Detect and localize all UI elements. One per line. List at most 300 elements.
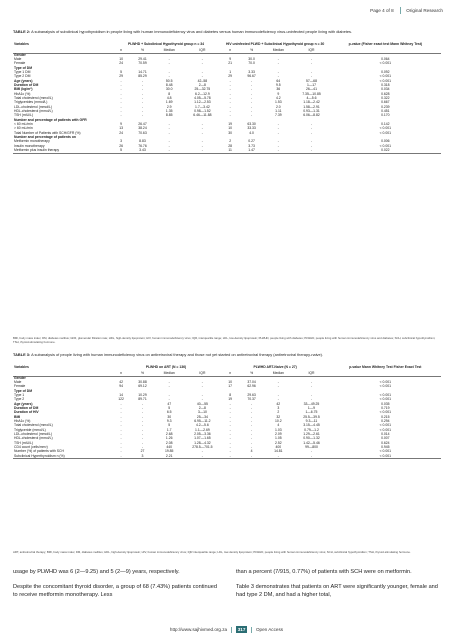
table-cell: 1.29—2.61 [303, 432, 320, 437]
table-cell: < 0.001 [379, 449, 392, 454]
table-cell: 5 [120, 69, 123, 74]
table-row-label: Total cholesterol (mmol/L) [14, 423, 53, 428]
table-cell: - [229, 401, 231, 406]
table-row-label: Female [14, 61, 26, 66]
table-cell: 1—17 [306, 83, 317, 88]
table-cell: - [141, 419, 144, 424]
table-cell: 0.007 [381, 436, 390, 441]
table-cell: 30 [228, 130, 233, 135]
table-cell: 1.58—2.91 [303, 104, 320, 109]
table-cell: 30.88 [138, 379, 147, 384]
table-cell: 69.12 [138, 384, 147, 389]
table-row-label: LDL-cholesterol (mmol/L) [14, 104, 53, 109]
table-cell: - [277, 126, 279, 131]
table-cell: 1.12—2.53 [194, 100, 211, 105]
table-cell: 10 [228, 379, 233, 384]
table-cell: 38.24 [138, 126, 147, 131]
table-cell: - [229, 83, 231, 88]
table-cell: 64 [276, 78, 281, 83]
table-cell: - [229, 104, 231, 109]
table-cell: - [154, 149, 184, 153]
table-cell: 9 [277, 91, 280, 96]
table-group-label: Number and percentage of patients with GFR [14, 117, 87, 122]
table-cell: - [229, 449, 231, 454]
table-cell: 2.05—3.36 [194, 432, 211, 437]
table-cell: 122 [118, 397, 124, 402]
body-left-paragraph-1: usage by PLWHD was 6 (2—9.25) and 5 (2—9) years, respectively. [13, 569, 180, 575]
page-number-label: Page 4 of 8 [370, 8, 394, 13]
table-cell: - [277, 61, 279, 66]
table-cell: 26 [119, 143, 123, 148]
table-cell: - [277, 130, 279, 135]
table2-pvalue-header: p-value (Fisher exact test Mann Whitney Test) [348, 42, 423, 47]
table-cell: 2.0 [275, 104, 281, 109]
body-column-left [13, 568, 218, 606]
table-cell: 278.5—701.5 [192, 445, 213, 450]
table-cell: 14 [119, 392, 123, 397]
footer-divider [251, 627, 252, 633]
table-cell: 70.59 [138, 61, 147, 66]
table-cell: 8.85 [165, 113, 173, 118]
table-cell: 6.95—11.2 [194, 419, 211, 424]
table3-subheader-cell: IQR [293, 372, 329, 376]
table3-subheader-cell: n [111, 372, 130, 376]
table-cell: - [251, 432, 253, 437]
table-cell: 0.27 [248, 139, 255, 144]
table-cell: - [229, 414, 231, 419]
table-cell: - [141, 423, 144, 428]
table-cell: 7.35—10.85 [302, 91, 321, 96]
table-cell: - [120, 113, 122, 118]
table-cell: 6.06—8.82 [303, 113, 320, 118]
table-cell: - [277, 397, 279, 402]
table-cell: - [120, 445, 122, 450]
table-cell: 10 [228, 126, 233, 131]
table2-subheader-cell: % [131, 49, 155, 53]
table-row-label: Total Number of Patients with SCH/GFR (%) [14, 130, 81, 135]
table-cell: 26.47 [138, 122, 147, 127]
table-cell: 10.29 [138, 392, 147, 397]
table-cell: 11 [221, 149, 240, 153]
table-cell: 0.035 [381, 401, 390, 406]
table-cell: - [201, 130, 203, 135]
table-cell: 1.26 [165, 436, 173, 441]
table-row-label: Male [14, 379, 22, 384]
table-cell: < 0.001 [379, 143, 392, 148]
table-cell: 0.215 [381, 414, 390, 419]
table-cell: - [229, 91, 231, 96]
table2-subheader-cell: n [221, 49, 240, 53]
table-row-label: HbA1c (%) [14, 91, 31, 96]
table-cell: - [201, 139, 203, 144]
table-cell: - [168, 379, 170, 384]
table2-subheader-cell: Median [154, 49, 184, 53]
table3 [13, 364, 441, 459]
table-cell: 17 [228, 384, 233, 389]
table-cell: - [141, 113, 144, 118]
table-cell: 2.08 [165, 440, 173, 445]
table-cell: - [221, 455, 240, 459]
table-cell: 2.68 [165, 432, 173, 437]
table-cell: 89.71 [138, 397, 147, 402]
table-cell: - [141, 401, 144, 406]
table2-group2-header: HIV uninfected PLWD + Subclinical Hypothyroid group n = 30 [225, 42, 325, 47]
table-cell: 0.945 [381, 445, 390, 450]
table-row-label: TSH (mIU/L) [14, 113, 34, 118]
table-cell: 1 [229, 69, 232, 74]
table-cell: - [229, 419, 231, 424]
table-cell: - [310, 384, 313, 389]
table-cell: 1.07—1.65 [194, 436, 211, 441]
table-cell: - [120, 91, 122, 96]
table3-subheader-cell: % [131, 372, 155, 376]
table-cell: - [310, 139, 313, 144]
table3-subheader-cell: Median [263, 372, 293, 376]
header-divider [400, 7, 401, 14]
table-cell: 62.96 [247, 384, 256, 389]
table-row [13, 455, 441, 459]
table2-caption-label: TABLE 2: [13, 29, 31, 34]
table-cell: 70.37 [247, 397, 256, 402]
table-cell: 1.1—2.69 [195, 427, 210, 432]
table-cell: 21 [228, 61, 233, 66]
table-cell: - [201, 61, 203, 66]
table-cell: - [251, 410, 253, 415]
table-cell: - [277, 384, 279, 389]
table-cell: - [120, 401, 122, 406]
table-cell: 32 [276, 414, 281, 419]
table-cell: 1.11 [275, 109, 282, 114]
table-cell: - [229, 423, 231, 428]
table-cell: 13 [119, 126, 123, 131]
table-cell: 19 [228, 397, 233, 402]
table-cell: - [229, 432, 231, 437]
table-cell: 70.63 [138, 130, 147, 135]
table-cell: 14.81 [274, 449, 283, 454]
footer-page-number: 317 [237, 627, 246, 632]
table-row [13, 149, 441, 153]
table-cell: 33—49.25 [303, 401, 320, 406]
table-cell: - [251, 406, 253, 411]
table-cell: - [120, 449, 122, 454]
table-cell: 29 [119, 74, 123, 79]
table-cell: - [141, 440, 144, 445]
table-cell: < 0.001 [379, 61, 392, 66]
table-cell: 70.0 [248, 61, 255, 66]
table-cell: 96.67 [247, 74, 256, 79]
table-row-label: Age (years) [14, 78, 33, 83]
table-cell: - [120, 423, 122, 428]
table-cell: 10 [119, 56, 123, 61]
table-cell: - [201, 74, 203, 79]
table-row-label: Female [14, 384, 26, 389]
table-cell: - [251, 445, 253, 450]
table-cell: - [229, 78, 231, 83]
table-row-label: BMI (kg/m²) [14, 87, 33, 92]
table-cell: 0.034 [381, 87, 390, 92]
table-cell: < 0.001 [379, 384, 392, 389]
table3-footnote: ART, antiretroviral therapy; BMI, body mass index; DM, diabetes mellitus; HDL, high-density lipoprotein; HIV, human immunodeficiency virus; IQR interquartile range; LDL, low-density lipoprotein; PLWHD, people living with human immunodeficiency virus; SCH, subclinical hypothyroidism; TSH, thyroid-stimulating hormone. [13, 550, 411, 554]
table-cell: - [168, 61, 170, 66]
table-cell: - [168, 69, 170, 74]
table-cell: - [201, 126, 203, 131]
table-cell: - [201, 392, 203, 397]
table-cell: 28 [228, 143, 233, 148]
table-cell: - [229, 436, 231, 441]
table-cell: - [168, 122, 170, 127]
table-cell: - [229, 406, 231, 411]
table-cell: - [168, 143, 170, 148]
table-cell: - [120, 406, 122, 411]
table-cell: 1.35 [165, 109, 173, 114]
table-cell: < 0.001 [379, 423, 392, 428]
table-cell: 1.18—2.42 [303, 100, 320, 105]
table-cell: - [168, 397, 170, 402]
table-cell: - [277, 392, 279, 397]
table-cell: 2 [229, 139, 232, 144]
table2-subheader-cell: Median [263, 49, 293, 53]
table-cell: - [251, 87, 253, 92]
table-cell: - [277, 143, 279, 148]
table-cell: 3.15—4.45 [303, 423, 320, 428]
table-cell: - [229, 427, 231, 432]
body-left-paragraph-2: Despite the concomitant thyroid disorder, a group of 68 (7.43%) patients continued to receive metformin monotherapy. Less [13, 583, 217, 599]
table3-subheader-cell: n [221, 372, 240, 376]
table-cell: - [120, 100, 122, 105]
table-cell: - [229, 410, 231, 415]
table-cell: 2.52 [275, 440, 282, 445]
table-cell: - [168, 139, 170, 144]
table-cell: 76.76 [138, 143, 147, 148]
table-cell: - [120, 410, 122, 415]
table-cell: - [277, 139, 279, 144]
table-cell: - [310, 392, 313, 397]
table2-caption [13, 29, 441, 34]
table-cell: - [229, 100, 231, 105]
table-cell: 0.006 [381, 139, 390, 144]
table-cell: - [251, 100, 253, 105]
table-cell: 30.0 [248, 56, 255, 61]
table-cell: 0.318 [381, 83, 390, 88]
table-group-label: Gender [14, 375, 26, 380]
table-cell: 8 [229, 392, 232, 397]
table-row-label: Male [14, 56, 22, 61]
table-cell: 0.064 [381, 56, 390, 61]
table3-group1-header: PLWHD on ART (N = 136) [145, 365, 187, 370]
table-cell: - [168, 384, 170, 389]
table-cell: 0.93—1.31 [303, 109, 320, 114]
table-cell: 14.71 [138, 69, 147, 74]
table-cell: 36 [276, 87, 281, 92]
table-cell: 1—6.75 [305, 410, 318, 415]
table-cell: - [120, 109, 122, 114]
table-cell: 3.43 [131, 149, 155, 153]
table-cell: - [277, 56, 279, 61]
table-row-label: Metformin monotherapy [14, 139, 50, 144]
table-cell: < 0.001 [379, 130, 392, 135]
table-cell: 0.239 [381, 104, 390, 109]
table-cell: 9 [229, 56, 232, 61]
table-cell: - [293, 455, 329, 459]
table-cell: < 0.001 [330, 455, 441, 459]
table-cell: 0.092 [381, 69, 390, 74]
table-row-label: Metformin plus insulin therapy [13, 149, 111, 153]
table-cell: - [251, 436, 253, 441]
table-cell: 0.628 [381, 91, 390, 96]
table-cell: - [120, 104, 122, 109]
table3-caption-label: TABLE 3: [13, 352, 31, 357]
table-cell: 19.85 [164, 449, 174, 454]
table-cell: 6.5 [166, 410, 172, 415]
table-cell: 1.7—3.42 [195, 104, 210, 109]
table2-group1-header: PLWHD + Subclinical Hypothyroid group n = 34 [127, 42, 205, 47]
table-cell: - [293, 149, 329, 153]
table-cell: - [277, 74, 279, 79]
table-cell: - [141, 436, 144, 441]
table-cell: 1.42—5.46 [303, 440, 320, 445]
table-cell: 94 [119, 384, 123, 389]
table-row-label: Triglycerides (mmol/L) [14, 100, 48, 105]
table-cell: - [120, 427, 122, 432]
table-row-label: Type 1 [14, 392, 25, 397]
table-cell: - [141, 100, 144, 105]
table-cell: 4.05—5.78 [194, 96, 211, 101]
journal-url-link[interactable]: http://www.sajhivmed.org.za [169, 627, 228, 632]
table-row-label: CD4 count (cells/mm³) [14, 445, 48, 450]
table-cell: 29 [228, 74, 233, 79]
table-cell: - [251, 109, 253, 114]
table-cell: - [141, 91, 144, 96]
table-cell: 1.05 [275, 436, 282, 441]
table-cell: 3 [277, 406, 280, 411]
table-cell: 0.170 [381, 113, 390, 118]
table-cell: 29.63 [247, 392, 256, 397]
table-cell: - [168, 56, 170, 61]
table-cell: < 0.001 [379, 126, 392, 131]
footer-divider [231, 627, 232, 633]
table-cell: - [310, 56, 313, 61]
table-cell: - [229, 87, 231, 92]
table-cell: - [277, 122, 279, 127]
table-cell: - [251, 91, 253, 96]
table-cell: - [184, 455, 220, 459]
table-cell: 1.7 [166, 427, 172, 432]
table-cell: 6.2—12.9 [195, 91, 210, 96]
table-cell: 42–58 [197, 78, 208, 83]
table-cell: - [120, 432, 122, 437]
table-cell: - [251, 104, 253, 109]
table-cell: - [251, 440, 253, 445]
table-cell: - [251, 83, 253, 88]
table-cell: - [263, 149, 293, 153]
table2-footnote: BMI, body mass index; DM, diabetes mellitus; GFR, glomerular filtration rate; HDL, high-density lipoprotein; HIV, human immunodeficiency virus; IQR, interquartile range; LDL, low-density lipoprotein; PLWHD, people living with diabetes; PLWHD, people living with human immunodeficiency virus and diabetes; SCH, subclinical hypothyroidism; TSH, thyroid-stimulating hormone. [13, 336, 436, 344]
table-cell: 6.46—11.88 [193, 113, 212, 118]
table-cell: - [201, 449, 203, 454]
table-cell: - [141, 445, 144, 450]
table-cell: 47 [167, 401, 172, 406]
table-cell: - [251, 419, 253, 424]
table-cell: - [277, 69, 279, 74]
table-cell: - [120, 414, 122, 419]
table-cell: 29.41 [138, 56, 147, 61]
table-cell: - [141, 109, 144, 114]
table-cell: - [120, 436, 122, 441]
table-cell: - [201, 397, 203, 402]
table-cell: 5 [168, 423, 171, 428]
table-cell: 2.9 [166, 104, 172, 109]
table-cell: - [310, 143, 313, 148]
table-cell: 9.5 [275, 83, 281, 88]
table-cell: - [229, 113, 231, 118]
table-row-label: HDL-cholesterol (mmol/L) [14, 436, 53, 441]
table-cell: - [251, 423, 253, 428]
table-cell: < 0.001 [379, 410, 392, 415]
table-cell: 27 [140, 449, 145, 454]
table3-pvalue-header: p-value Mann Whitney Test Fisher Exact Test [349, 365, 422, 370]
table-row-label: Insulin monotherapy [14, 143, 45, 148]
table-row-label: TSH (mIU/L) [14, 440, 34, 445]
table-cell: 8.83 [139, 139, 146, 144]
table-cell: 1.47 [240, 149, 264, 153]
table-cell: 37.04 [247, 379, 256, 384]
table-cell: - [141, 83, 144, 88]
table-cell: 1.53 [275, 100, 282, 105]
table-cell: 0.624 [381, 440, 390, 445]
table-cell: - [201, 379, 203, 384]
table-cell: 24 [119, 130, 123, 135]
table-cell: 0.451 [381, 109, 390, 114]
table-cell: 30 [167, 414, 172, 419]
table-cell: 2.09 [275, 432, 282, 437]
table-row-label: Duration of DM [14, 406, 39, 411]
table-cell: 0.90—1.32 [303, 436, 320, 441]
table-cell: 25—34 [196, 414, 208, 419]
table-cell: < 0.001 [379, 379, 392, 384]
table-cell: 0.294 [381, 419, 390, 424]
table-row-label: Total cholesterol (mmol/L) [14, 96, 53, 101]
table-row-label: Type 2 DM [14, 74, 31, 79]
table-cell: 40—55 [196, 401, 208, 406]
table-cell: 57—68 [306, 78, 317, 83]
table-cell: 0.719 [381, 406, 390, 411]
table-cell: - [310, 379, 313, 384]
table-cell: - [201, 143, 203, 148]
table-cell: < 0.001 [379, 427, 392, 432]
table-cell: 9 [120, 122, 123, 127]
table-cell: - [310, 69, 313, 74]
table-cell: 3 [120, 139, 123, 144]
table3-subheader-cell: IQR [184, 372, 220, 376]
table-cell: - [201, 69, 203, 74]
table-cell: 99—800 [305, 445, 318, 450]
section-label: Original Research [406, 8, 443, 13]
table-cell: - [141, 87, 144, 92]
table-cell: - [251, 414, 253, 419]
table-cell: - [168, 74, 170, 79]
table-cell: 33.33 [247, 126, 256, 131]
table-cell: 4 [277, 423, 280, 428]
table-cell: 3.73 [248, 143, 255, 148]
table-cell: - [120, 78, 122, 83]
table-cell: 4 [250, 449, 253, 454]
table-cell: 2—8 [198, 406, 206, 411]
table-row-label: HDL-cholesterol (mmol/L) [14, 109, 53, 114]
table3-group2-header: PLWHD ART-Naive (N = 27) [253, 365, 297, 370]
table-cell: - [310, 61, 313, 66]
table-cell: - [168, 126, 170, 131]
table-cell: 1.69 [165, 100, 173, 105]
table-row-label: HbA1c (%) [14, 419, 31, 424]
